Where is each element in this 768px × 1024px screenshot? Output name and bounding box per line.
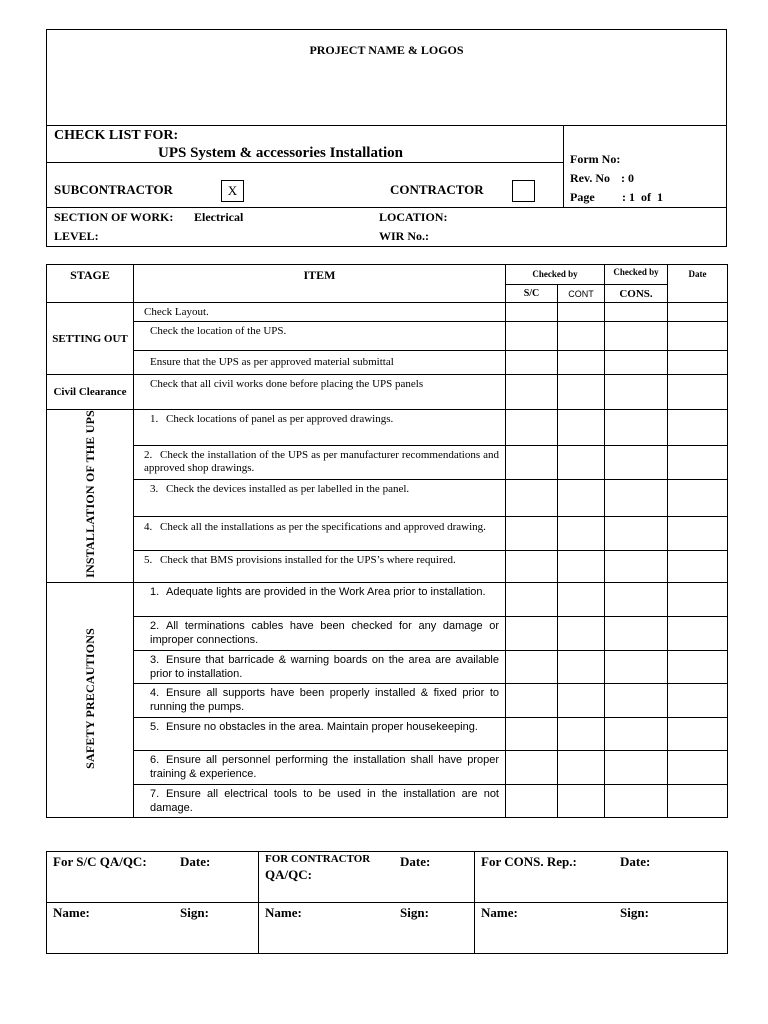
contractor-sign-label: Sign: [400,905,429,920]
cons-check-cell[interactable] [605,718,668,751]
signoff-table [46,851,728,954]
item-number: 5. [150,721,160,733]
cons-check-cell[interactable] [605,410,668,446]
item-text-body: Ensure all electrical tools to be used in the installation are not damage. [150,788,499,814]
item-text [134,651,506,684]
cont-check-cell[interactable] [558,551,605,583]
table-row [47,351,728,375]
item-text [134,446,506,480]
sc-check-cell[interactable] [506,375,558,410]
sc-check-cell[interactable] [506,718,558,751]
cons-check-cell[interactable] [605,446,668,480]
cont-check-cell[interactable] [558,351,605,375]
cont-check-cell[interactable] [558,375,605,410]
date-cell[interactable] [668,751,728,785]
item-text [134,785,506,818]
table-row [47,551,728,583]
checklist-for-label: CHECK LIST FOR: [54,128,179,143]
item-text: Ensure that the UPS as per approved material submittal [134,351,506,375]
cons-check-cell[interactable] [605,684,668,718]
item-number: 1. [150,586,160,598]
stage-civil-clearance: Civil Clearance [47,375,134,410]
item-text-body: Check all the installations as per the specifications and approved drawing. [160,521,486,533]
date-cell[interactable] [668,410,728,446]
sc-check-cell[interactable] [506,617,558,651]
item-text-body: Check that BMS provisions installed for the UPS’s where required. [160,554,456,566]
subcontractor-label: SUBCONTRACTOR [54,182,173,197]
rev-no-label: Rev. No [570,171,610,185]
item-text-body: All terminations cables have been checked for any damage or improper connections. [150,620,499,646]
date-cell[interactable] [668,684,728,718]
item-text-body: Check the devices installed as per labelled in the panel. [166,483,410,495]
contractor-name-sign-cell[interactable] [259,903,475,954]
cont-check-cell[interactable] [558,785,605,818]
date-cell[interactable] [668,375,728,410]
date-cell[interactable] [668,446,728,480]
cons-name-label: Name: [481,905,518,920]
contractor-checkbox[interactable] [512,180,535,202]
date-cell[interactable] [668,651,728,684]
date-cell[interactable] [668,785,728,818]
page-value: : 1 of 1 [622,190,663,204]
cons-rep-label: For CONS. Rep.: [481,854,577,869]
cont-check-cell[interactable] [558,751,605,785]
sc-qaqc-label: For S/C QA/QC: [53,854,147,869]
col-date-header: Date [668,265,728,303]
item-text [134,517,506,551]
sc-qaqc-cell[interactable] [47,852,259,903]
checklist-table [46,264,728,818]
table-row [47,446,728,480]
item-text-body: Ensure all supports have been properly installed & fixed prior to running the pumps. [150,687,499,713]
contractor-qaqc-label-2: QA/QC: [265,867,312,882]
item-text [134,583,506,617]
cons-check-cell[interactable] [605,583,668,617]
item-text-body: Check the installation of the UPS as per manufacturer recommendations and approved shop drawings. [144,449,499,474]
sc-date-label: Date: [180,854,211,869]
sc-check-cell[interactable] [506,446,558,480]
sc-name-sign-cell[interactable] [47,903,259,954]
sc-check-cell[interactable] [506,751,558,785]
table-row [47,684,728,718]
item-number: 2. [144,449,153,461]
cons-check-cell[interactable] [605,551,668,583]
cont-check-cell[interactable] [558,583,605,617]
item-number: 3. [150,483,159,495]
sc-check-cell[interactable] [506,480,558,517]
table-row [47,718,728,751]
contractor-name-label: Name: [265,905,302,920]
contractor-qaqc-label: FOR CONTRACTOR [265,853,371,865]
table-row [47,480,728,517]
sc-check-cell[interactable] [506,351,558,375]
wir-no-label: WIR No.: [379,229,429,243]
rev-no-value: : 0 [621,171,634,185]
divider [563,125,564,207]
col-cont-header: CONT [558,285,605,303]
cons-check-cell[interactable] [605,617,668,651]
item-number: 6. [150,754,160,766]
col-checked-by-cons-header: Checked by [605,265,668,285]
item-text [134,410,506,446]
cont-check-cell[interactable] [558,410,605,446]
date-cell[interactable] [668,617,728,651]
table-row [47,303,728,322]
cons-check-cell[interactable] [605,517,668,551]
item-number: 3. [150,654,160,666]
page-label: Page [570,190,595,204]
section-of-work-label: SECTION OF WORK: [54,210,174,224]
item-number: 4. [144,521,153,533]
date-cell[interactable] [668,551,728,583]
item-text-body: Ensure that barricade & warning boards on the area are available prior to installation. [150,654,499,680]
cons-check-cell[interactable] [605,375,668,410]
sc-check-cell[interactable] [506,583,558,617]
col-sc-header: S/C [506,285,558,303]
item-text: Check that all civil works done before placing the UPS panels [134,375,506,410]
cons-check-cell[interactable] [605,651,668,684]
cons-sign-label: Sign: [620,905,649,920]
cons-check-cell[interactable] [605,480,668,517]
cont-check-cell[interactable] [558,303,605,322]
table-row [47,617,728,651]
sc-check-cell[interactable] [506,322,558,351]
table-row [47,517,728,551]
section-of-work-value: Electrical [194,210,244,224]
item-text [134,480,506,517]
item-number: 4. [150,687,160,699]
date-cell[interactable] [668,303,728,322]
level-label: LEVEL: [54,229,99,243]
divider [47,207,726,208]
item-text-body: Ensure all personnel performing the installation shall have proper training & experience. [150,754,499,780]
item-text-body: Adequate lights are provided in the Work Area prior to installation. [166,586,486,598]
stage-safety-precautions: SAFETY PRECAUTIONS [83,627,97,769]
date-cell[interactable] [668,322,728,351]
stage-installation-cell [47,410,134,583]
stage-setting-out: SETTING OUT [47,303,134,375]
sc-check-cell[interactable] [506,651,558,684]
item-number: 5. [144,554,153,566]
form-no-label: Form No: [570,152,621,166]
item-text [134,551,506,583]
cons-rep-cell[interactable] [475,852,728,903]
date-cell[interactable] [668,583,728,617]
stage-safety-cell [47,583,134,818]
date-cell[interactable] [668,351,728,375]
form-header [46,29,727,247]
sc-check-cell[interactable] [506,684,558,718]
item-number: 1. [150,413,159,425]
divider [47,125,726,126]
cont-check-cell[interactable] [558,718,605,751]
sc-name-label: Name: [53,905,90,920]
cont-check-cell[interactable] [558,651,605,684]
sc-check-cell[interactable] [506,785,558,818]
table-row [47,410,728,446]
item-number: 7. [150,788,160,800]
item-text: Check Layout. [134,303,506,322]
cons-check-cell[interactable] [605,322,668,351]
project-name: PROJECT NAME & LOGOS [309,43,464,57]
table-row [47,751,728,785]
stage-installation: INSTALLATION OF THE UPS [83,410,97,578]
contractor-qaqc-cell[interactable] [259,852,475,903]
divider [47,162,563,163]
item-text-body: Check locations of panel as per approved drawings. [166,413,394,425]
table-row [47,375,728,410]
item-text: Check the location of the UPS. [134,322,506,351]
contractor-date-label: Date: [400,854,431,869]
cont-check-cell[interactable] [558,684,605,718]
table-row [47,583,728,617]
item-text [134,751,506,785]
table-row [47,785,728,818]
col-checked-by-header: Checked by [506,265,605,285]
table-row [47,651,728,684]
cons-check-cell[interactable] [605,351,668,375]
cont-check-cell[interactable] [558,517,605,551]
sc-check-cell[interactable] [506,303,558,322]
cons-date-label: Date: [620,854,651,869]
cont-check-cell[interactable] [558,446,605,480]
item-number: 2. [150,620,160,632]
cont-check-cell[interactable] [558,617,605,651]
location-label: LOCATION: [379,210,448,224]
item-text-body: Ensure no obstacles in the area. Maintain proper housekeeping. [166,721,478,733]
col-cons-header: CONS. [605,285,668,303]
sc-check-cell[interactable] [506,551,558,583]
table-row [47,322,728,351]
subcontractor-checkbox[interactable]: X [221,180,244,202]
date-cell[interactable] [668,480,728,517]
cont-check-cell[interactable] [558,480,605,517]
date-cell[interactable] [668,718,728,751]
cons-check-cell[interactable] [605,303,668,322]
date-cell[interactable] [668,517,728,551]
sc-sign-label: Sign: [180,905,209,920]
cons-check-cell[interactable] [605,751,668,785]
col-item-header: ITEM [134,265,506,303]
sc-check-cell[interactable] [506,517,558,551]
item-text [134,684,506,718]
cont-check-cell[interactable] [558,322,605,351]
cons-name-sign-cell[interactable] [475,903,728,954]
item-text [134,617,506,651]
checklist-title: UPS System & accessories Installation [158,145,403,161]
cons-check-cell[interactable] [605,785,668,818]
sc-check-cell[interactable] [506,410,558,446]
col-stage-header: STAGE [47,265,134,303]
contractor-label: CONTRACTOR [390,182,484,197]
item-text [134,718,506,751]
